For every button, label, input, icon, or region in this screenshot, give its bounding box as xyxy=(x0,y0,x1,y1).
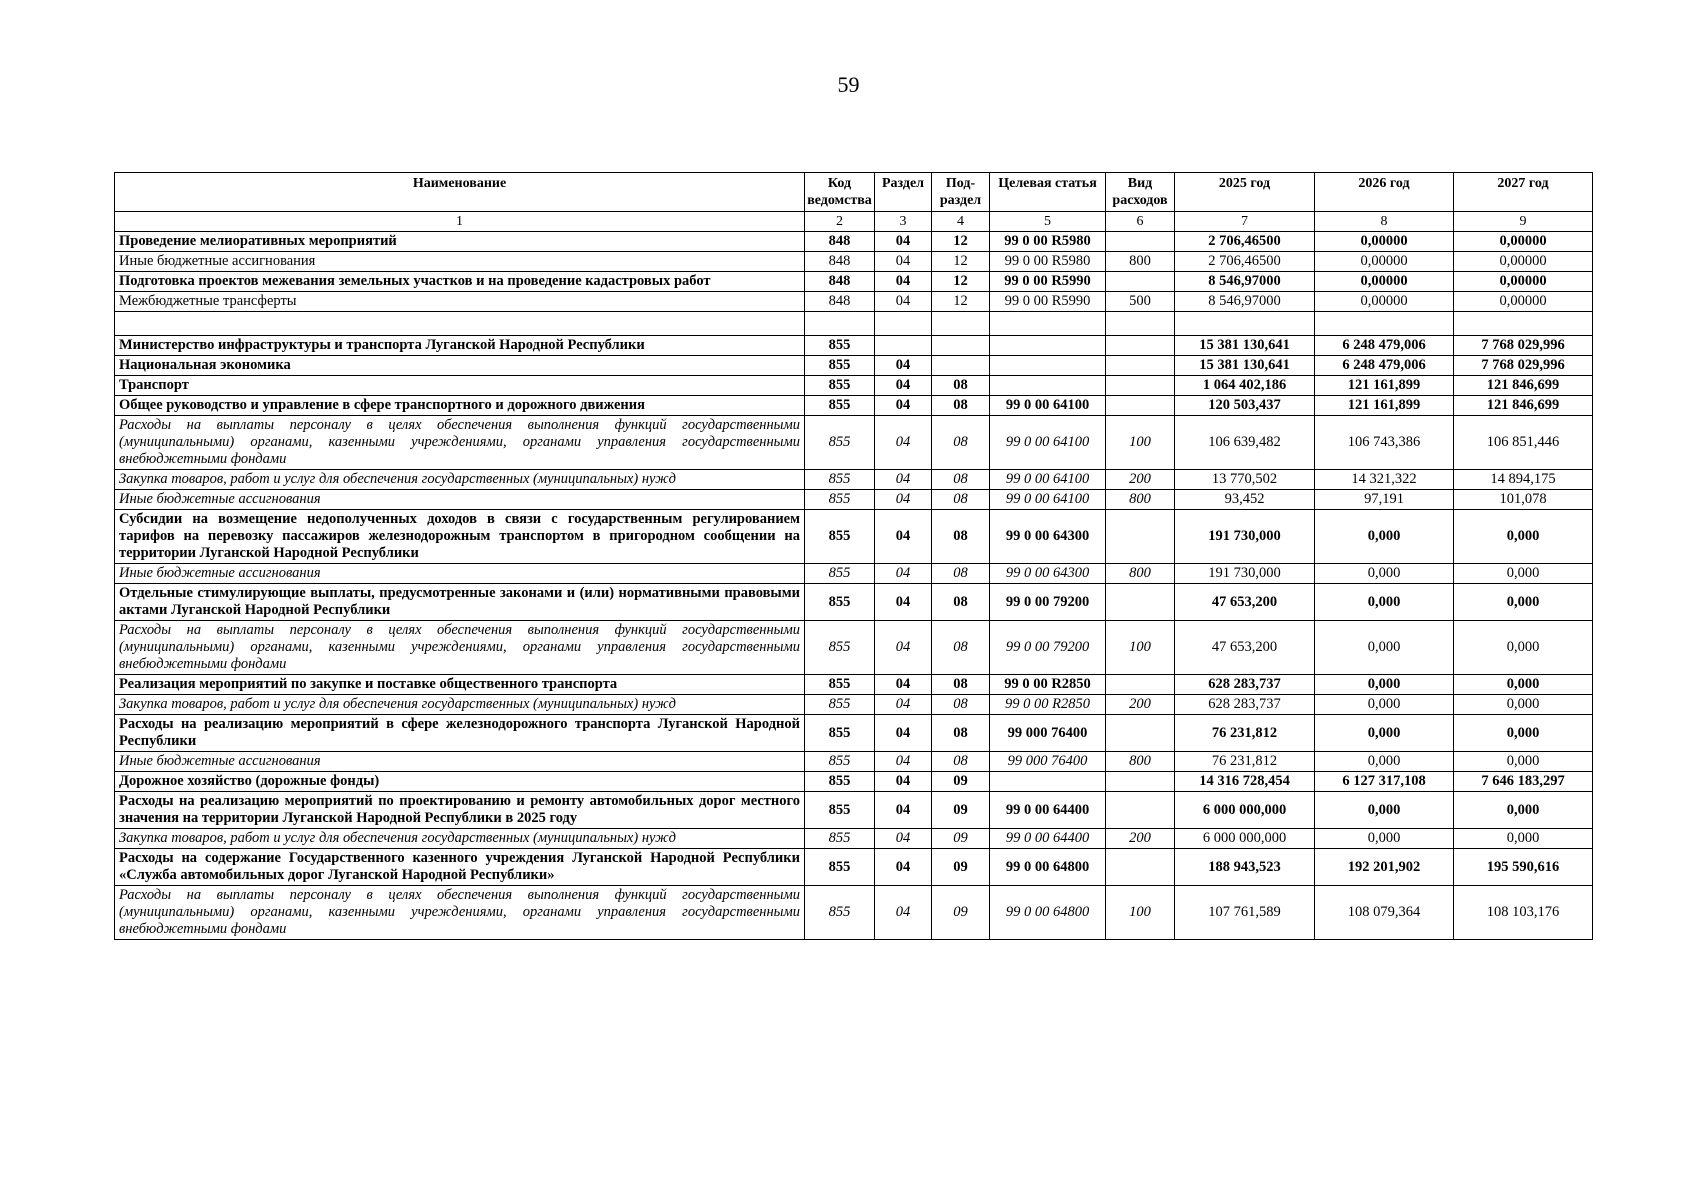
cell-2027: 106 851,446 xyxy=(1454,416,1593,470)
cell-2025: 2 706,46500 xyxy=(1175,232,1315,252)
cell-2026: 0,00000 xyxy=(1315,252,1454,272)
cell-2027: 7 768 029,996 xyxy=(1454,336,1593,356)
cell-code: 855 xyxy=(805,621,875,675)
cell-code: 855 xyxy=(805,584,875,621)
cell-podrazdel: 08 xyxy=(932,416,990,470)
cell-code: 855 xyxy=(805,792,875,829)
cell-code: 848 xyxy=(805,232,875,252)
cell-statya: 99 0 00 64100 xyxy=(990,470,1106,490)
header-vid: Вид расходов xyxy=(1106,173,1175,212)
cell-2027: 0,000 xyxy=(1454,752,1593,772)
cell-code: 855 xyxy=(805,695,875,715)
table-row xyxy=(115,849,1593,886)
cell-name: Закупка товаров, работ и услуг для обеспечения государственных (муниципальных) нужд xyxy=(115,695,805,715)
table-row xyxy=(115,584,1593,621)
cell-name: Реализация мероприятий по закупке и поставке общественного транспорта xyxy=(115,675,805,695)
header-razdel: Раздел xyxy=(875,173,932,212)
cell-code: 855 xyxy=(805,829,875,849)
cell-2027: 0,000 xyxy=(1454,621,1593,675)
table-row xyxy=(115,715,1593,752)
cell-vid xyxy=(1106,849,1175,886)
cell-podrazdel: 08 xyxy=(932,564,990,584)
cell-code: 848 xyxy=(805,252,875,272)
cell-2027: 0,000 xyxy=(1454,715,1593,752)
cell-statya: 99 0 00 64800 xyxy=(990,886,1106,940)
column-number: 9 xyxy=(1454,212,1593,232)
cell-code: 855 xyxy=(805,416,875,470)
cell-vid: 100 xyxy=(1106,621,1175,675)
cell-razdel: 04 xyxy=(875,356,932,376)
cell-statya: 99 0 00 64300 xyxy=(990,564,1106,584)
cell-2026: 0,00000 xyxy=(1315,272,1454,292)
cell-code: 848 xyxy=(805,292,875,312)
cell-statya: 99 0 00 R5980 xyxy=(990,232,1106,252)
cell-2027: 0,000 xyxy=(1454,584,1593,621)
cell-statya: 99 0 00 64800 xyxy=(990,849,1106,886)
cell-2027: 195 590,616 xyxy=(1454,849,1593,886)
table-row xyxy=(115,510,1593,564)
header-2026: 2026 год xyxy=(1315,173,1454,212)
cell-razdel: 04 xyxy=(875,772,932,792)
header-code: Код ведомства xyxy=(805,173,875,212)
cell-vid xyxy=(1106,336,1175,356)
budget-table xyxy=(114,172,1593,940)
cell-statya: 99 0 00 64300 xyxy=(990,510,1106,564)
cell-2027: 121 846,699 xyxy=(1454,376,1593,396)
column-number: 4 xyxy=(932,212,990,232)
cell-razdel: 04 xyxy=(875,564,932,584)
cell-2026: 0,000 xyxy=(1315,792,1454,829)
cell-2026: 106 743,386 xyxy=(1315,416,1454,470)
table-row xyxy=(115,752,1593,772)
cell-statya: 99 0 00 R2850 xyxy=(990,695,1106,715)
cell-razdel: 04 xyxy=(875,416,932,470)
cell-2025: 1 064 402,186 xyxy=(1175,376,1315,396)
cell-code: 855 xyxy=(805,849,875,886)
cell-vid: 800 xyxy=(1106,752,1175,772)
table-row xyxy=(115,416,1593,470)
cell-podrazdel: 08 xyxy=(932,584,990,621)
cell-name: Расходы на выплаты персоналу в целях обеспечения выполнения функций государственными (муниципальными) органами, казенными учреждениями, органами управления государственными внебюджетными фондами xyxy=(115,621,805,675)
cell-code: 855 xyxy=(805,675,875,695)
cell-razdel: 04 xyxy=(875,621,932,675)
table-row xyxy=(115,470,1593,490)
cell-statya: 99 0 00 64100 xyxy=(990,396,1106,416)
cell-2026 xyxy=(1315,312,1454,336)
column-number: 6 xyxy=(1106,212,1175,232)
cell-name: Транспорт xyxy=(115,376,805,396)
table-row xyxy=(115,490,1593,510)
cell-2026: 0,000 xyxy=(1315,695,1454,715)
cell-name: Расходы на реализацию мероприятий в сфере железнодорожного транспорта Луганской Народной Республики xyxy=(115,715,805,752)
cell-podrazdel: 08 xyxy=(932,510,990,564)
cell-podrazdel: 08 xyxy=(932,715,990,752)
cell-vid xyxy=(1106,675,1175,695)
cell-2025: 15 381 130,641 xyxy=(1175,336,1315,356)
cell-vid xyxy=(1106,312,1175,336)
cell-razdel: 04 xyxy=(875,396,932,416)
column-number-row xyxy=(115,212,1593,232)
cell-statya xyxy=(990,336,1106,356)
cell-2025: 2 706,46500 xyxy=(1175,252,1315,272)
cell-name: Министерство инфраструктуры и транспорта Луганской Народной Республики xyxy=(115,336,805,356)
cell-2027: 101,078 xyxy=(1454,490,1593,510)
cell-2025: 628 283,737 xyxy=(1175,675,1315,695)
table-row xyxy=(115,376,1593,396)
column-number: 5 xyxy=(990,212,1106,232)
cell-name: Национальная экономика xyxy=(115,356,805,376)
cell-podrazdel: 09 xyxy=(932,772,990,792)
cell-name: Проведение мелиоративных мероприятий xyxy=(115,232,805,252)
cell-podrazdel: 08 xyxy=(932,621,990,675)
cell-vid xyxy=(1106,584,1175,621)
table-row xyxy=(115,695,1593,715)
cell-code: 855 xyxy=(805,564,875,584)
table-header-row xyxy=(115,173,1593,212)
cell-razdel: 04 xyxy=(875,675,932,695)
header-statya: Целевая статья xyxy=(990,173,1106,212)
cell-2026: 97,191 xyxy=(1315,490,1454,510)
table-row xyxy=(115,336,1593,356)
cell-2026: 0,00000 xyxy=(1315,232,1454,252)
cell-podrazdel: 12 xyxy=(932,272,990,292)
cell-vid xyxy=(1106,510,1175,564)
table-row xyxy=(115,772,1593,792)
cell-2026: 0,000 xyxy=(1315,621,1454,675)
header-podrazdel: Под-раздел xyxy=(932,173,990,212)
column-number: 1 xyxy=(115,212,805,232)
cell-vid: 200 xyxy=(1106,829,1175,849)
cell-2025: 8 546,97000 xyxy=(1175,292,1315,312)
cell-code: 848 xyxy=(805,272,875,292)
cell-name: Расходы на выплаты персоналу в целях обеспечения выполнения функций государственными (муниципальными) органами, казенными учреждениями, органами управления государственными внебюджетными фондами xyxy=(115,886,805,940)
cell-vid: 500 xyxy=(1106,292,1175,312)
cell-code: 855 xyxy=(805,470,875,490)
cell-razdel: 04 xyxy=(875,849,932,886)
cell-razdel: 04 xyxy=(875,292,932,312)
cell-statya xyxy=(990,312,1106,336)
cell-statya: 99 0 00 R5990 xyxy=(990,292,1106,312)
cell-podrazdel: 12 xyxy=(932,232,990,252)
cell-razdel: 04 xyxy=(875,232,932,252)
cell-podrazdel: 08 xyxy=(932,490,990,510)
cell-statya: 99 000 76400 xyxy=(990,752,1106,772)
cell-2027: 7 646 183,297 xyxy=(1454,772,1593,792)
cell-2027: 0,00000 xyxy=(1454,272,1593,292)
cell-vid xyxy=(1106,715,1175,752)
cell-vid xyxy=(1106,356,1175,376)
cell-2027: 14 894,175 xyxy=(1454,470,1593,490)
cell-vid: 100 xyxy=(1106,886,1175,940)
cell-podrazdel xyxy=(932,312,990,336)
cell-2026: 0,000 xyxy=(1315,675,1454,695)
cell-vid xyxy=(1106,232,1175,252)
cell-statya xyxy=(990,772,1106,792)
cell-2027: 0,000 xyxy=(1454,510,1593,564)
cell-2026: 0,000 xyxy=(1315,752,1454,772)
cell-2027: 121 846,699 xyxy=(1454,396,1593,416)
cell-name: Иные бюджетные ассигнования xyxy=(115,252,805,272)
cell-2027: 0,00000 xyxy=(1454,292,1593,312)
cell-podrazdel xyxy=(932,356,990,376)
cell-2026: 192 201,902 xyxy=(1315,849,1454,886)
cell-statya: 99 0 00 64400 xyxy=(990,792,1106,829)
cell-statya xyxy=(990,376,1106,396)
cell-statya: 99 0 00 79200 xyxy=(990,621,1106,675)
cell-name: Иные бюджетные ассигнования xyxy=(115,490,805,510)
cell-2026: 0,000 xyxy=(1315,715,1454,752)
cell-2025: 188 943,523 xyxy=(1175,849,1315,886)
cell-2027: 0,00000 xyxy=(1454,252,1593,272)
cell-statya: 99 000 76400 xyxy=(990,715,1106,752)
cell-name: Расходы на реализацию мероприятий по проектированию и ремонту автомобильных дорог местного значения на территории Луганской Народной Республики в 2025 году xyxy=(115,792,805,829)
table-row xyxy=(115,396,1593,416)
cell-2025: 8 546,97000 xyxy=(1175,272,1315,292)
cell-razdel: 04 xyxy=(875,695,932,715)
cell-vid: 100 xyxy=(1106,416,1175,470)
cell-podrazdel: 09 xyxy=(932,829,990,849)
cell-statya: 99 0 00 R5990 xyxy=(990,272,1106,292)
table-body xyxy=(115,232,1593,940)
cell-code: 855 xyxy=(805,396,875,416)
cell-code: 855 xyxy=(805,336,875,356)
cell-name: Субсидии на возмещение недополученных доходов в связи с государственным регулированием тарифов на перевозку пассажиров железнодорожным транспортом в пригородном сообщении на территории Луганской Народной Республики xyxy=(115,510,805,564)
cell-razdel xyxy=(875,336,932,356)
cell-statya: 99 0 00 79200 xyxy=(990,584,1106,621)
cell-2026: 0,000 xyxy=(1315,829,1454,849)
cell-2025: 14 316 728,454 xyxy=(1175,772,1315,792)
cell-razdel: 04 xyxy=(875,752,932,772)
table-row xyxy=(115,312,1593,336)
cell-code: 855 xyxy=(805,752,875,772)
cell-2025: 120 503,437 xyxy=(1175,396,1315,416)
cell-podrazdel: 08 xyxy=(932,695,990,715)
column-number: 2 xyxy=(805,212,875,232)
cell-statya: 99 0 00 64100 xyxy=(990,490,1106,510)
cell-name: Общее руководство и управление в сфере транспортного и дорожного движения xyxy=(115,396,805,416)
header-2027: 2027 год xyxy=(1454,173,1593,212)
table-row xyxy=(115,252,1593,272)
cell-razdel: 04 xyxy=(875,584,932,621)
cell-2025: 107 761,589 xyxy=(1175,886,1315,940)
table-row xyxy=(115,272,1593,292)
cell-vid: 800 xyxy=(1106,252,1175,272)
cell-vid: 200 xyxy=(1106,695,1175,715)
table-row xyxy=(115,792,1593,829)
cell-vid: 200 xyxy=(1106,470,1175,490)
cell-2025: 106 639,482 xyxy=(1175,416,1315,470)
cell-code: 855 xyxy=(805,490,875,510)
cell-2026: 6 127 317,108 xyxy=(1315,772,1454,792)
cell-razdel: 04 xyxy=(875,490,932,510)
cell-2026: 0,00000 xyxy=(1315,292,1454,312)
cell-2026: 14 321,322 xyxy=(1315,470,1454,490)
cell-name: Межбюджетные трансферты xyxy=(115,292,805,312)
cell-podrazdel: 08 xyxy=(932,376,990,396)
cell-2025: 47 653,200 xyxy=(1175,584,1315,621)
cell-podrazdel xyxy=(932,336,990,356)
cell-name: Отдельные стимулирующие выплаты, предусмотренные законами и (или) нормативными правовыми актами Луганской Народной Республики xyxy=(115,584,805,621)
cell-vid xyxy=(1106,772,1175,792)
cell-name: Расходы на содержание Государственного казенного учреждения Луганской Народной Республики «Служба автомобильных дорог Луганской Народной Республики» xyxy=(115,849,805,886)
cell-razdel: 04 xyxy=(875,510,932,564)
cell-name: Закупка товаров, работ и услуг для обеспечения государственных (муниципальных) нужд xyxy=(115,470,805,490)
table-row xyxy=(115,564,1593,584)
cell-2026: 121 161,899 xyxy=(1315,376,1454,396)
cell-vid: 800 xyxy=(1106,490,1175,510)
cell-2026: 0,000 xyxy=(1315,564,1454,584)
column-number: 8 xyxy=(1315,212,1454,232)
cell-2025: 191 730,000 xyxy=(1175,564,1315,584)
cell-razdel: 04 xyxy=(875,715,932,752)
cell-2025: 47 653,200 xyxy=(1175,621,1315,675)
cell-2025: 76 231,812 xyxy=(1175,752,1315,772)
cell-podrazdel: 09 xyxy=(932,849,990,886)
cell-statya: 99 0 00 64100 xyxy=(990,416,1106,470)
cell-vid xyxy=(1106,792,1175,829)
table-row xyxy=(115,232,1593,252)
table-row xyxy=(115,356,1593,376)
cell-2026: 6 248 479,006 xyxy=(1315,336,1454,356)
cell-2025: 6 000 000,000 xyxy=(1175,829,1315,849)
cell-vid xyxy=(1106,396,1175,416)
cell-podrazdel: 12 xyxy=(932,252,990,272)
cell-2025: 13 770,502 xyxy=(1175,470,1315,490)
cell-podrazdel: 12 xyxy=(932,292,990,312)
cell-2026: 6 248 479,006 xyxy=(1315,356,1454,376)
cell-name: Иные бюджетные ассигнования xyxy=(115,752,805,772)
cell-podrazdel: 09 xyxy=(932,886,990,940)
cell-code: 855 xyxy=(805,886,875,940)
cell-2025: 76 231,812 xyxy=(1175,715,1315,752)
cell-code: 855 xyxy=(805,356,875,376)
cell-statya: 99 0 00 64400 xyxy=(990,829,1106,849)
cell-razdel: 04 xyxy=(875,272,932,292)
cell-code: 855 xyxy=(805,510,875,564)
cell-2025: 628 283,737 xyxy=(1175,695,1315,715)
cell-2025: 6 000 000,000 xyxy=(1175,792,1315,829)
cell-2027: 108 103,176 xyxy=(1454,886,1593,940)
column-number: 7 xyxy=(1175,212,1315,232)
cell-2027: 0,000 xyxy=(1454,792,1593,829)
header-2025: 2025 год xyxy=(1175,173,1315,212)
cell-2026: 0,000 xyxy=(1315,510,1454,564)
column-number: 3 xyxy=(875,212,932,232)
cell-2027: 0,000 xyxy=(1454,695,1593,715)
cell-name: Закупка товаров, работ и услуг для обеспечения государственных (муниципальных) нужд xyxy=(115,829,805,849)
cell-2027 xyxy=(1454,312,1593,336)
header-name: Наименование xyxy=(115,173,805,212)
cell-vid: 800 xyxy=(1106,564,1175,584)
cell-statya: 99 0 00 R5980 xyxy=(990,252,1106,272)
cell-2027: 0,00000 xyxy=(1454,232,1593,252)
cell-2025: 15 381 130,641 xyxy=(1175,356,1315,376)
cell-2026: 108 079,364 xyxy=(1315,886,1454,940)
cell-vid xyxy=(1106,272,1175,292)
cell-name: Дорожное хозяйство (дорожные фонды) xyxy=(115,772,805,792)
cell-2025: 191 730,000 xyxy=(1175,510,1315,564)
cell-podrazdel: 08 xyxy=(932,396,990,416)
cell-2026: 0,000 xyxy=(1315,584,1454,621)
cell-2027: 7 768 029,996 xyxy=(1454,356,1593,376)
cell-2026: 121 161,899 xyxy=(1315,396,1454,416)
cell-razdel: 04 xyxy=(875,470,932,490)
cell-podrazdel: 08 xyxy=(932,470,990,490)
table-row xyxy=(115,621,1593,675)
cell-code: 855 xyxy=(805,715,875,752)
cell-name: Подготовка проектов межевания земельных участков и на проведение кадастровых работ xyxy=(115,272,805,292)
cell-code: 855 xyxy=(805,376,875,396)
table-row xyxy=(115,292,1593,312)
cell-razdel: 04 xyxy=(875,376,932,396)
cell-2027: 0,000 xyxy=(1454,675,1593,695)
cell-code xyxy=(805,312,875,336)
cell-2027: 0,000 xyxy=(1454,564,1593,584)
table-row xyxy=(115,886,1593,940)
cell-name: Иные бюджетные ассигнования xyxy=(115,564,805,584)
cell-podrazdel: 08 xyxy=(932,752,990,772)
table-row xyxy=(115,675,1593,695)
cell-code: 855 xyxy=(805,772,875,792)
cell-razdel xyxy=(875,312,932,336)
cell-razdel: 04 xyxy=(875,886,932,940)
table-row xyxy=(115,829,1593,849)
cell-2027: 0,000 xyxy=(1454,829,1593,849)
page-number: 59 xyxy=(837,72,860,97)
cell-podrazdel: 08 xyxy=(932,675,990,695)
cell-statya: 99 0 00 R2850 xyxy=(990,675,1106,695)
cell-razdel: 04 xyxy=(875,792,932,829)
cell-2025: 93,452 xyxy=(1175,490,1315,510)
cell-razdel: 04 xyxy=(875,252,932,272)
cell-vid xyxy=(1106,376,1175,396)
cell-2025 xyxy=(1175,312,1315,336)
cell-razdel: 04 xyxy=(875,829,932,849)
cell-statya xyxy=(990,356,1106,376)
cell-name xyxy=(115,312,805,336)
cell-name: Расходы на выплаты персоналу в целях обеспечения выполнения функций государственными (муниципальными) органами, казенными учреждениями, органами управления государственными внебюджетными фондами xyxy=(115,416,805,470)
cell-podrazdel: 09 xyxy=(932,792,990,829)
